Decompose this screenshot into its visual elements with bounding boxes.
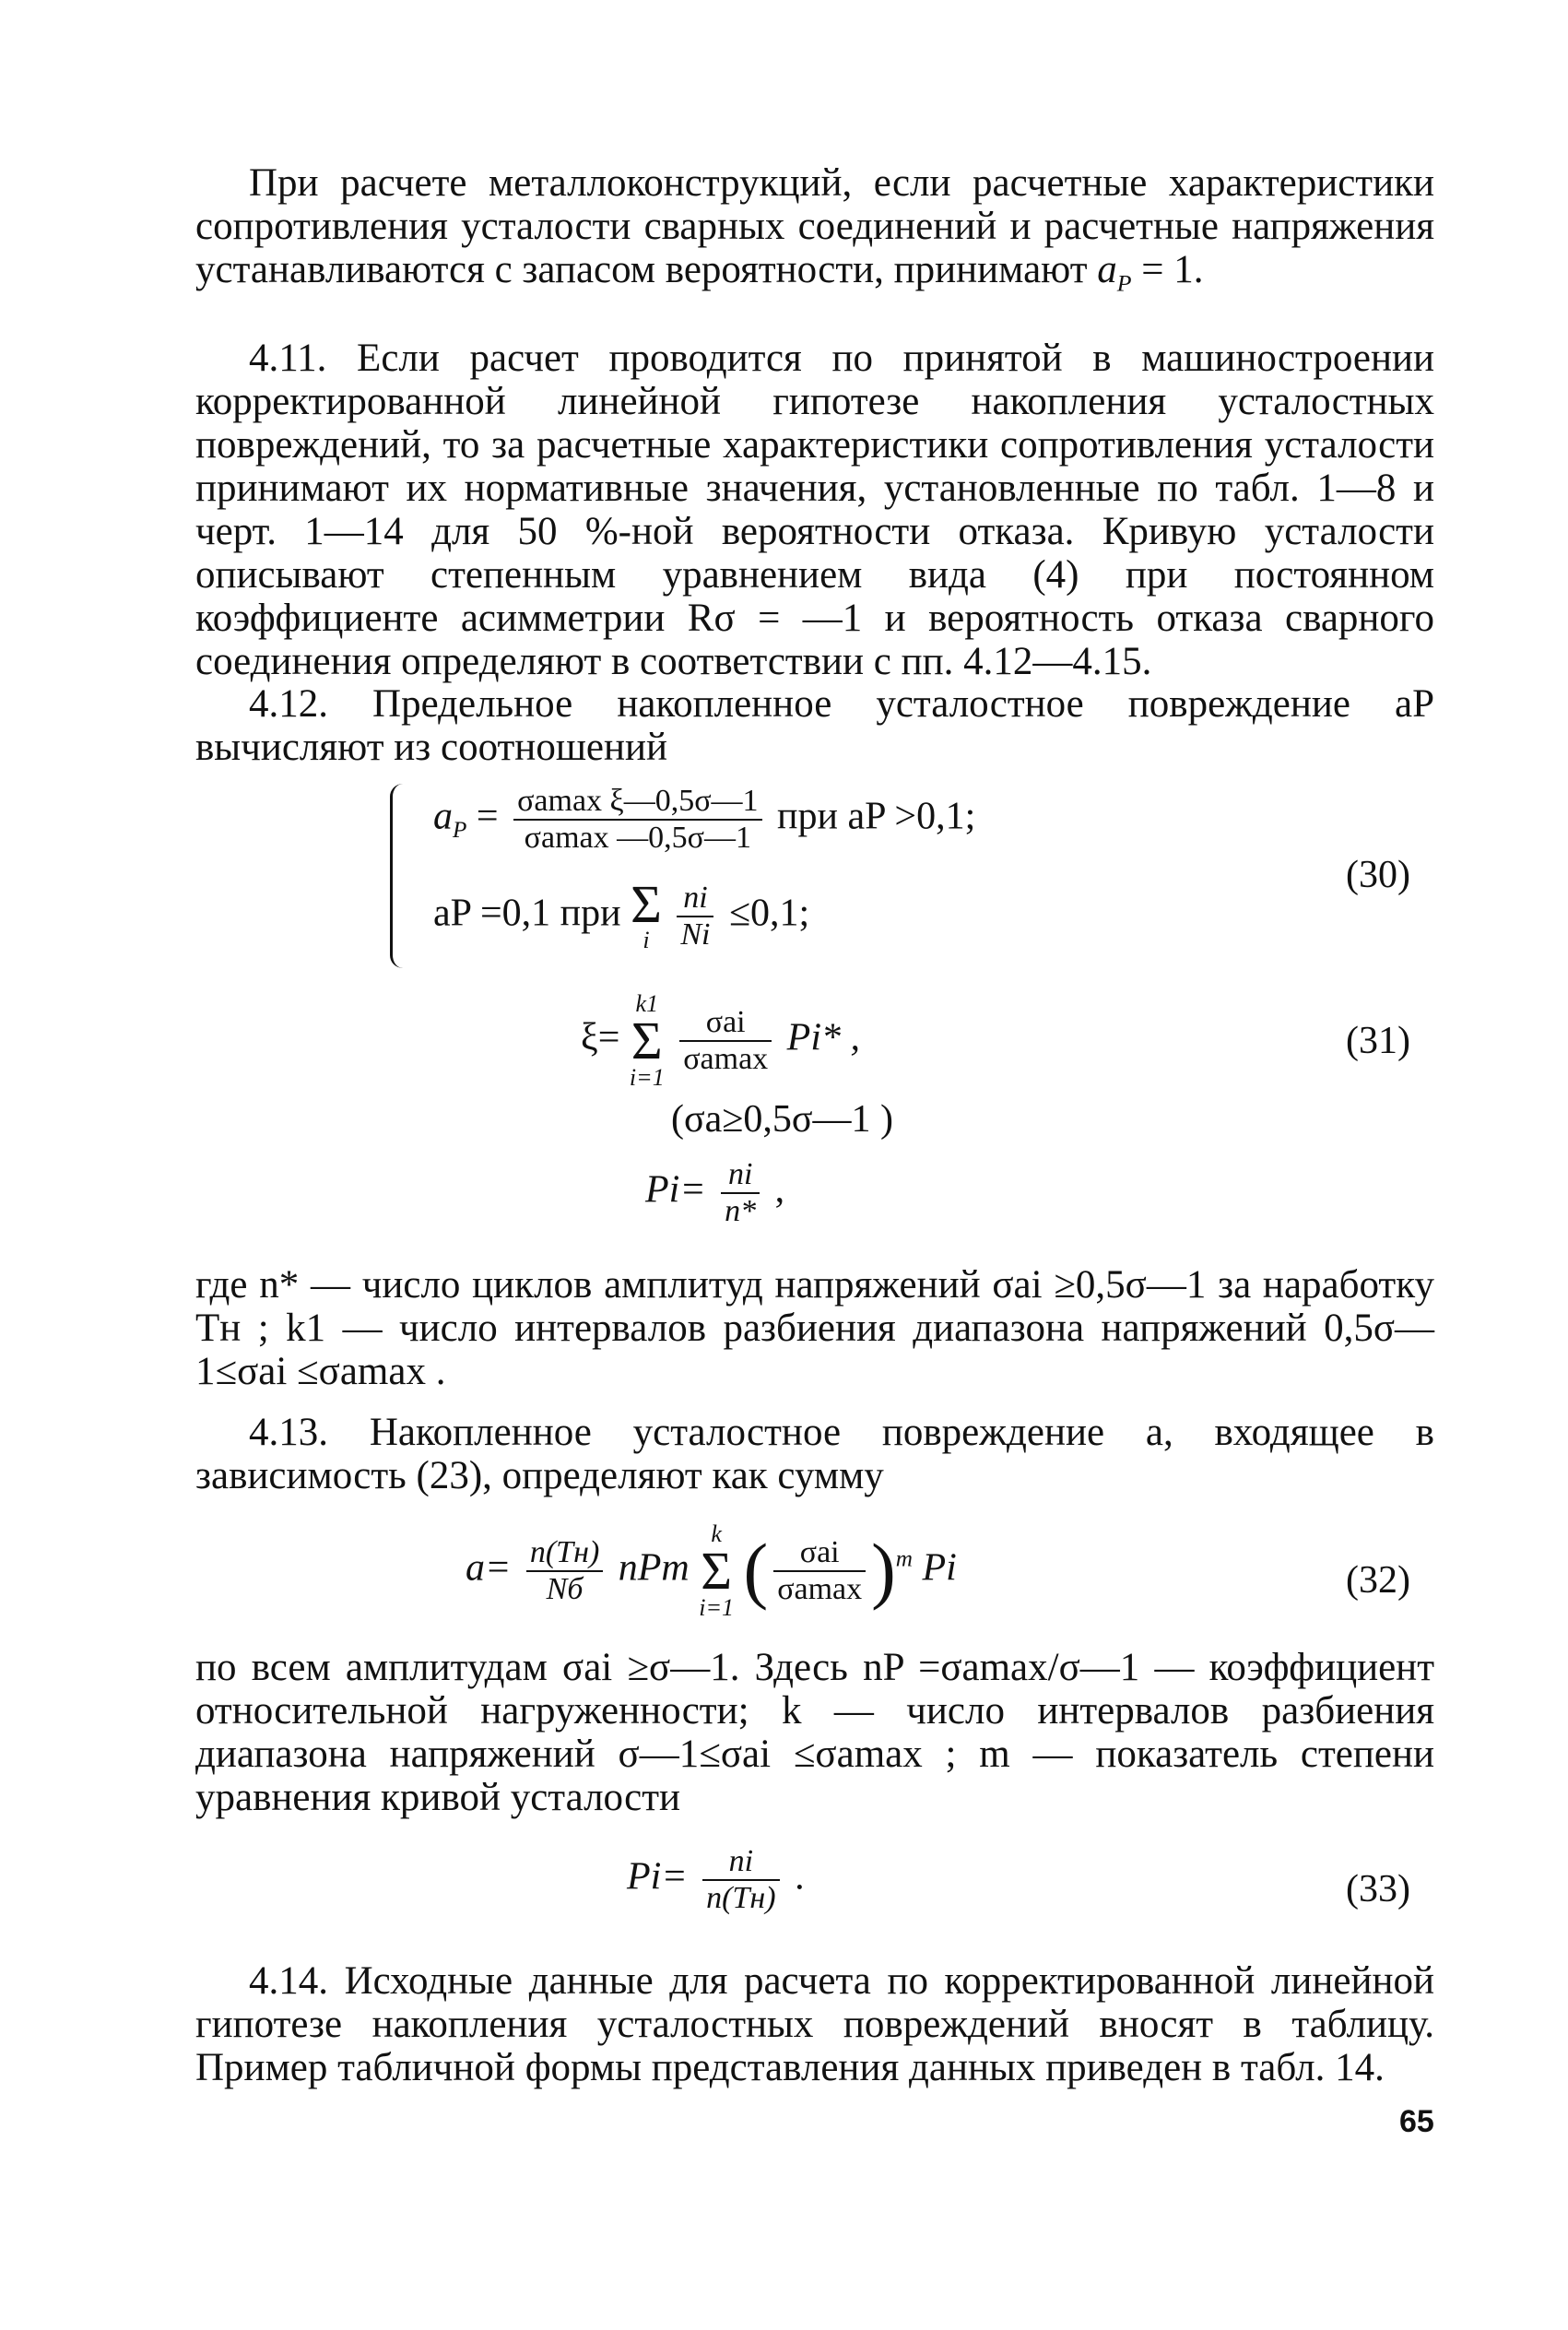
pi1-left: Pi= <box>645 1168 706 1212</box>
eq33-numerator: ni <box>728 1844 754 1878</box>
eq30-sum-sign: Σ <box>631 874 662 934</box>
eq32-sum-sign: Σ <box>701 1541 733 1601</box>
eq30-line2-denominator: Ni <box>680 917 711 952</box>
equation-32: a= $\frac{n(Tн)}{Nб}$ nPm k Σ i=1 ( $\frac{\text{σai}}{\sigma amax}$ )$^m$ Pi <box>466 1520 957 1621</box>
eq32-f2-numerator: σai <box>773 1535 866 1572</box>
paragraph-4-14 <box>195 1959 1434 2089</box>
equation-30-brace <box>390 784 406 968</box>
eq30-line2-numerator: ni <box>683 881 708 915</box>
eq32-sum-upper: k <box>711 1520 722 1547</box>
eq32-fraction-2 <box>773 1535 866 1607</box>
eq33-denominator: n(Tн) <box>706 1881 776 1915</box>
paragraph-where: где n* — число циклов амплитуд напряжений σai ≥0,5σ—1 за наработку Tн ; k1 — число интервалов разбиения диапазона напряжений 0,5σ—1≤σai ≤σamax . <box>195 1263 1434 1393</box>
eq32-sum <box>699 1521 734 1621</box>
eq32-np-power: nPm <box>618 1546 690 1590</box>
equation-30-number: (30) <box>1346 854 1410 896</box>
eq31-sum-lower: i=1 <box>629 1064 665 1091</box>
clause-number-4-12: 4.12. <box>249 682 328 726</box>
equation-31 <box>581 991 860 1091</box>
equation-31-condition: (σa≥0,5σ—1 ) <box>671 1098 893 1141</box>
paragraph-4-14-text: Исходные данные для расчета по корректированной линейной гипотезе накопления усталостных повреждений вносят в таблицу. Пример табличной формы представления данных приведен в табл. 14. <box>195 1959 1434 2089</box>
paragraph-intro <box>195 161 1434 297</box>
page-number: 65 <box>1399 2104 1434 2139</box>
eq31-sum <box>630 991 665 1091</box>
eq31-sum-upper: k1 <box>635 990 659 1017</box>
clause-number-4-13: 4.13. <box>249 1411 328 1454</box>
eq32-f1-denominator: Nб <box>546 1572 584 1606</box>
ap-symbol: a <box>1097 248 1117 291</box>
pi1-comma: , <box>774 1168 785 1212</box>
eq30-line2-left: aP =0,1 при <box>433 892 621 935</box>
eq32-f2-denominator: σamax <box>777 1572 863 1606</box>
eq30-condition: при aP >0,1; <box>777 795 976 838</box>
eq30-line2-fraction <box>677 881 713 952</box>
paragraph-4-11-text: Если расчет проводится по принятой в машиностроении корректированной линейной гипотезе накопления усталостных повреждений, то за расчетные характеристики сопротивления усталости принимают их нормативные значения, установленные по табл. 1—8 и черт. 1—14 для 50 %-ной вероятности отказа. Кривую усталости описывают степенным уравнением вида (4) при постоянном коэффициенте асимметрии Rσ = —1 и вероятность отказа сварного соединения определяют в соответствии с пп. 4.12—4.15. <box>195 337 1434 683</box>
eq30-line2-right: ≤0,1; <box>728 892 810 935</box>
eq32-f1-numerator: n(Tн) <box>529 1535 600 1569</box>
clause-number-4-11: 4.11. <box>249 337 327 380</box>
eq33-period: . <box>795 1855 805 1898</box>
paragraph-intro-text: При расчете металлоконструкций, если расчетные характеристики сопротивления усталости сварных соединений и расчетные напряжения устанавливаются с запасом вероятности, принимают <box>195 161 1434 291</box>
equation-30-line-2 <box>433 874 810 953</box>
equation-32-number: (32) <box>1346 1559 1410 1602</box>
equation-30-line-1: $a_P$ = $\frac{\text{σamax ξ—0,5σ—1}}{\sigma amax —0,5\sigma—1}$ при aP >0,1; <box>433 784 976 855</box>
eq30-ap-subscript: P <box>453 818 467 844</box>
eq30-ap-symbol: a <box>433 795 453 838</box>
equation-33 <box>627 1844 805 1916</box>
eq31-denominator: σamax <box>683 1042 769 1076</box>
eq32-sum-lower: i=1 <box>699 1594 735 1621</box>
pi1-fraction <box>721 1157 760 1229</box>
eq30-sum-index: i <box>643 927 650 953</box>
pi1-denominator: n* <box>725 1194 757 1228</box>
eq32-a: a= <box>466 1546 512 1590</box>
paragraph-amplitudes: по всем амплитудам σai ≥σ—1. Здесь nP =σamax/σ—1 — коэффициент относительной нагруженности; k — число интервалов разбиения диапазона напряжений σ—1≤σai ≤σamax ; m — показатель степени уравнения кривой усталости <box>195 1646 1434 1819</box>
equation-33-number: (33) <box>1346 1868 1410 1910</box>
clause-number-4-14: 4.14. <box>249 1959 328 2003</box>
eq31-xi: ξ= <box>581 1016 620 1059</box>
eq31-sum-sign: Σ <box>631 1011 663 1070</box>
eq32-fraction-1 <box>526 1535 603 1607</box>
ap-subscript: P <box>1116 269 1132 297</box>
paragraph-4-12-text: Предельное накопленное усталостное повреждение aP вычисляют из соотношений <box>195 682 1435 769</box>
paragraph-4-11 <box>195 337 1434 683</box>
equation-pi-1 <box>645 1157 784 1229</box>
paragraph-4-12 <box>195 682 1434 769</box>
equation-31-number: (31) <box>1346 1020 1410 1062</box>
eq30-numerator: σamax ξ—0,5σ—1 <box>513 784 761 821</box>
eq33-pi: Pi= <box>627 1855 688 1898</box>
paragraph-4-13 <box>195 1411 1434 1497</box>
eq31-fraction <box>679 1005 772 1077</box>
eq31-numerator: σai <box>679 1005 772 1042</box>
eq32-pi: Pi <box>922 1546 957 1590</box>
pi1-numerator: ni <box>727 1157 753 1191</box>
eq31-p-star: Pi* , <box>786 1016 860 1059</box>
ap-value: = 1. <box>1131 248 1204 291</box>
eq30-sum <box>631 874 662 953</box>
paragraph-4-13-text: Накопленное усталостное повреждение a, входящее в зависимость (23), определяют как сумму <box>195 1411 1434 1497</box>
eq30-denominator: σamax —0,5σ—1 <box>524 821 751 855</box>
eq30-fraction <box>513 784 761 856</box>
eq33-fraction <box>702 1844 779 1916</box>
